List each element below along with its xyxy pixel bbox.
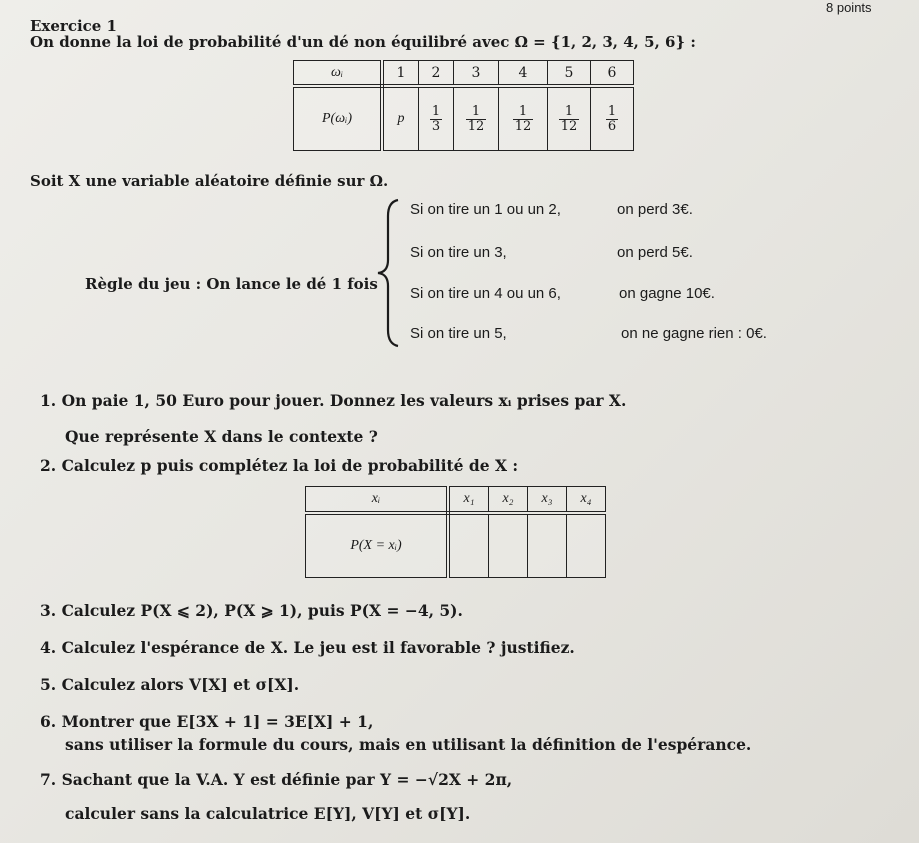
points-label: 8 points bbox=[826, 0, 872, 15]
question-3: 3. Calculez P(X ⩽ 2), P(X ⩾ 1), puis P(X = −4, 5). bbox=[40, 601, 463, 620]
question-5: 5. Calculez alors V[X] et σ[X]. bbox=[40, 675, 300, 694]
question-1-sub: Que représente X dans le contexte ? bbox=[65, 427, 378, 446]
table1-outcome: 6 bbox=[591, 61, 634, 87]
table1-prob-cell bbox=[419, 86, 454, 151]
table1-prob-cell bbox=[454, 86, 499, 151]
intro-text: On donne la loi de probabilité d'un dé non équilibré avec Ω = {1, 2, 3, 4, 5, 6} : bbox=[30, 33, 696, 51]
question-6-sub: sans utiliser la formule du cours, mais en utilisant la définition de l'espérance. bbox=[65, 735, 752, 754]
random-variable-definition: Soit X une variable aléatoire définie sur Ω. bbox=[30, 172, 389, 190]
rule-outcome: on ne gagne rien : 0€. bbox=[621, 325, 767, 342]
fraction-numerator: 1 bbox=[513, 105, 534, 120]
question-7-sub: calculer sans la calculatrice E[Y], V[Y] et σ[Y]. bbox=[65, 804, 471, 823]
question-1: 1. On paie 1, 50 Euro pour jouer. Donnez les valeurs xᵢ prises par X. bbox=[40, 391, 627, 410]
table2-empty-cell bbox=[567, 513, 606, 578]
fraction-numerator: 1 bbox=[607, 103, 617, 119]
die-probability-table bbox=[293, 60, 634, 151]
exercise-title: Exercice 1 bbox=[30, 17, 117, 35]
game-rule-lead: Règle du jeu : On lance le dé 1 fois bbox=[85, 275, 378, 293]
table2-value-header: x₃ bbox=[528, 487, 567, 514]
table1-outcome: 1 bbox=[382, 61, 419, 87]
rule-condition: Si on tire un 4 ou un 6, bbox=[410, 285, 561, 302]
table2-empty-cell bbox=[448, 513, 489, 578]
table1-prob-cell bbox=[548, 86, 591, 151]
rule-outcome: on perd 3€. bbox=[617, 201, 693, 218]
question-4: 4. Calculez l'espérance de X. Le jeu est il favorable ? justifiez. bbox=[40, 638, 575, 657]
table1-outcome: 5 bbox=[548, 61, 591, 87]
table2-row-label: P(X = xᵢ) bbox=[306, 513, 449, 578]
law-of-x-table bbox=[305, 486, 606, 578]
question-2: 2. Calculez p puis complétez la loi de probabilité de X : bbox=[40, 456, 519, 475]
left-brace-icon bbox=[374, 198, 404, 348]
table1-outcome: 4 bbox=[499, 61, 548, 87]
question-7: 7. Sachant que la V.A. Y est définie par Y = −√2X + 2π, bbox=[40, 770, 513, 789]
rule-condition: Si on tire un 3, bbox=[410, 244, 507, 261]
fraction-denominator: 12 bbox=[514, 118, 532, 134]
question-6: 6. Montrer que E[3X + 1] = 3E[X] + 1, bbox=[40, 712, 374, 731]
table1-row-label: P(ωᵢ) bbox=[294, 86, 383, 151]
fraction-numerator: 1 bbox=[431, 103, 441, 119]
fraction-denominator: 6 bbox=[607, 118, 617, 134]
rule-condition: Si on tire un 1 ou un 2, bbox=[410, 201, 561, 218]
table1-p-cell: p bbox=[382, 86, 419, 151]
table1-prob-cell bbox=[591, 86, 634, 151]
table2-empty-cell bbox=[528, 513, 567, 578]
table1-prob-cell bbox=[499, 86, 548, 151]
table2-value-header: x₄ bbox=[567, 487, 606, 514]
table1-header-label: ωᵢ bbox=[294, 61, 383, 87]
table2-value-header: x₂ bbox=[489, 487, 528, 514]
table2-header-label: xᵢ bbox=[306, 487, 449, 514]
fraction-denominator: 3 bbox=[431, 118, 441, 134]
fraction-denominator: 12 bbox=[560, 118, 578, 134]
rule-outcome: on gagne 10€. bbox=[619, 285, 715, 302]
table2-value-header: x₁ bbox=[448, 487, 489, 514]
fraction-numerator: 1 bbox=[466, 105, 487, 120]
fraction-denominator: 12 bbox=[467, 118, 485, 134]
rule-outcome: on perd 5€. bbox=[617, 244, 693, 261]
table2-empty-cell bbox=[489, 513, 528, 578]
table1-outcome: 3 bbox=[454, 61, 499, 87]
table1-outcome: 2 bbox=[419, 61, 454, 87]
rule-condition: Si on tire un 5, bbox=[410, 325, 507, 342]
fraction-numerator: 1 bbox=[559, 105, 580, 120]
